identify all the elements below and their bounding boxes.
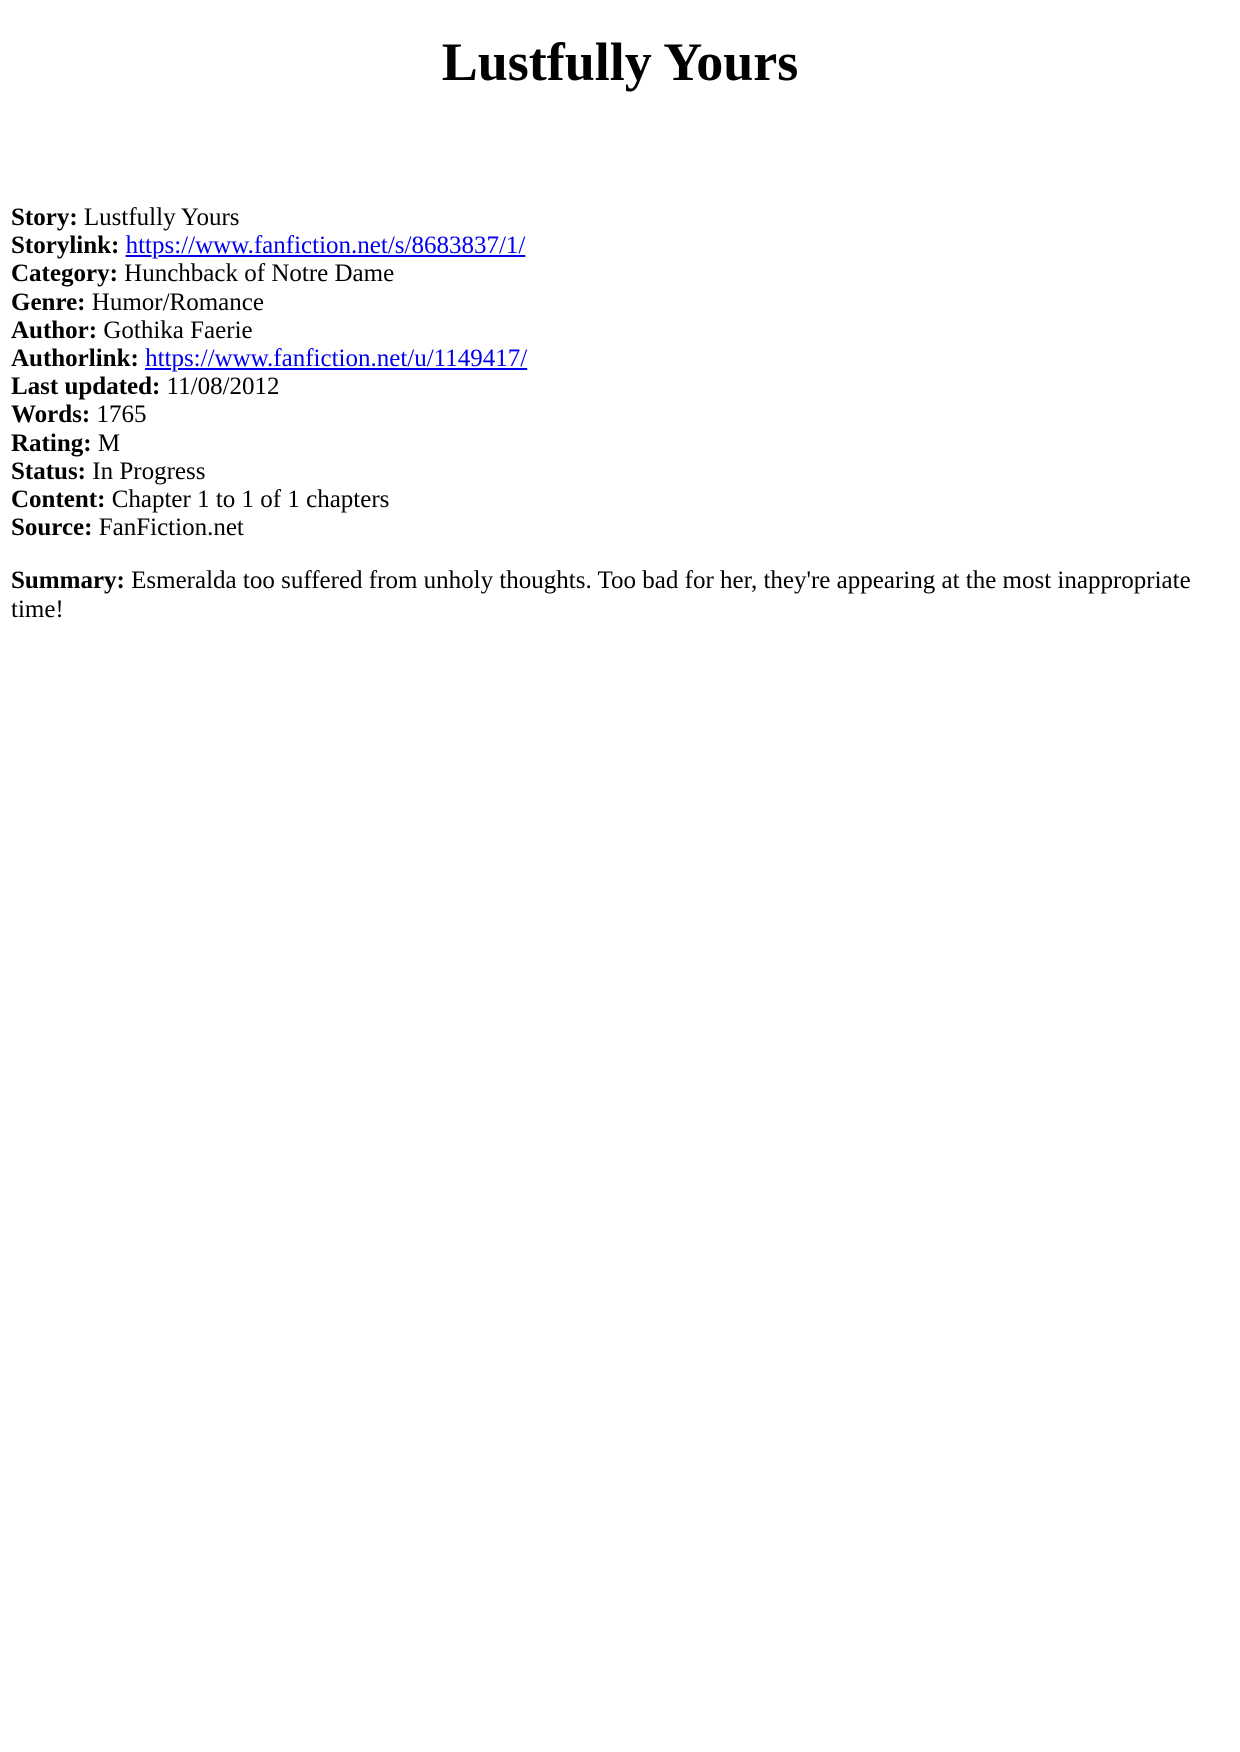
storylink-row [11, 232, 1229, 260]
content-label: Content: [11, 486, 106, 514]
rating-label: Rating: [11, 429, 92, 457]
author-value: Gothika Faerie [103, 316, 253, 344]
category-row [11, 260, 1229, 288]
story-row [11, 204, 1229, 232]
source-label: Source: [11, 514, 93, 542]
author-label: Author: [11, 316, 98, 344]
source-row [11, 514, 1229, 542]
status-label: Status: [11, 457, 87, 485]
last-updated-label: Last updated: [11, 373, 161, 401]
page-title: Lustfully Yours [441, 32, 799, 92]
genre-value: Humor/Romance [91, 288, 264, 316]
category-label: Category: [11, 260, 118, 288]
authorlink-label: Authorlink: [11, 345, 139, 373]
authorlink-row [11, 345, 1229, 373]
storylink-link[interactable]: https://www.fanfiction.net/s/8683837/1/ [125, 232, 526, 260]
summary-label: Summary: [11, 567, 125, 595]
rating-value: M [97, 429, 121, 457]
storylink-label: Storylink: [11, 232, 120, 260]
story-metadata [11, 204, 1229, 542]
status-row [11, 458, 1229, 486]
rating-row [11, 430, 1229, 458]
status-value: In Progress [92, 457, 206, 485]
last-updated-row [11, 373, 1229, 401]
summary-text: Esmeralda too suffered from unholy thoughts. Too bad for her, they're appearing at the most inappropriate time! [11, 567, 1191, 624]
story-value: Lustfully Yours [83, 204, 240, 231]
author-row [11, 317, 1229, 345]
words-label: Words: [11, 401, 91, 429]
content-value: Chapter 1 to 1 of 1 chapters [111, 486, 390, 514]
category-value: Hunchback of Notre Dame [124, 260, 395, 288]
last-updated-value: 11/08/2012 [166, 373, 280, 401]
genre-row [11, 289, 1229, 317]
words-value: 1765 [96, 401, 147, 429]
story-summary [11, 566, 1211, 624]
words-row [11, 401, 1229, 429]
authorlink-link[interactable]: https://www.fanfiction.net/u/1149417/ [145, 345, 528, 373]
content-row [11, 486, 1229, 514]
story-label: Story: [11, 204, 78, 231]
source-value: FanFiction.net [98, 514, 244, 542]
genre-label: Genre: [11, 288, 86, 316]
